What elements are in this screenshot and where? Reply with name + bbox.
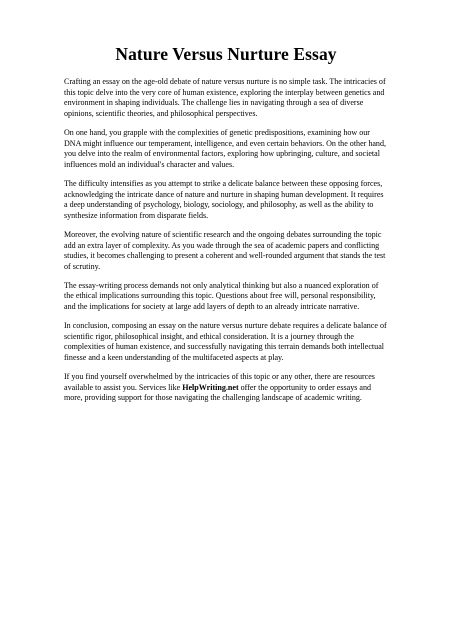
helpwriting-link[interactable]: HelpWriting.net [182,382,239,392]
closing-text-before: If you find yourself overwhelmed by the intricacies of this topic or any other, there are resources available to assist you. Services like [64,372,375,392]
paragraph-ethics: The essay-writing process demands not only analytical thinking but also a nuanced exploration of the ethical implications surrounding this topic. Questions about free will, personal responsibility, and the implications for society at large add layers of depth to an already intricate narrative. [64,280,379,312]
paragraph-conclusion: In conclusion, composing an essay on the nature versus nurture debate requires a delicate balance of scientific rigor, philosophical insight, and ethical consideration. It is a journey through the complexities of human existence, and successfully navigating this terrain demands both intellectual finesse and a keen understanding of the multifaceted aspects at play. [64,321,387,363]
document-title: Nature Versus Nurture Essay [115,44,337,64]
paragraph-intro: Crafting an essay on the age-old debate of nature versus nurture is no simple task. The intricacies of this topic delve into the very core of human existence, exploring the interplay between genetics and environment in shaping individuals. The challenge lies in navigating through a sea of diverse opinions, scientific theories, and philosophical perspectives. [64,77,386,118]
closing-text-after: offer the opportunity to order essays and more, providing support for those navigating the challenging landscape of academic writing. [64,382,371,403]
paragraph-genetics-environment: On one hand, you grapple with the complexities of genetic predispositions, examining how our DNA might influence our temperament, intelligence, and even certain behaviors. On the other hand, you delve into the realm of environmental factors, exploring how upbringing, culture, and societal influences mold an individual's character and values. [64,127,386,169]
paragraph-balance: The difficulty intensifies as you attempt to strike a delicate balance between these opposing forces, acknowledging the intricate dance of nature and nurture in shaping human development. It requires a deep understanding of psychology, biology, sociology, and philosophy, as well as the ability to synthesize information from disparate fields. [64,178,384,220]
paragraph-research: Moreover, the evolving nature of scientific research and the ongoing debates surrounding the topic add an extra layer of complexity. As you wade through the sea of academic papers and conflicting studies, it becomes challenging to present a coherent and well-rounded argument that stands the test of scrutiny. [64,229,386,271]
paragraph-closing [64,372,388,404]
